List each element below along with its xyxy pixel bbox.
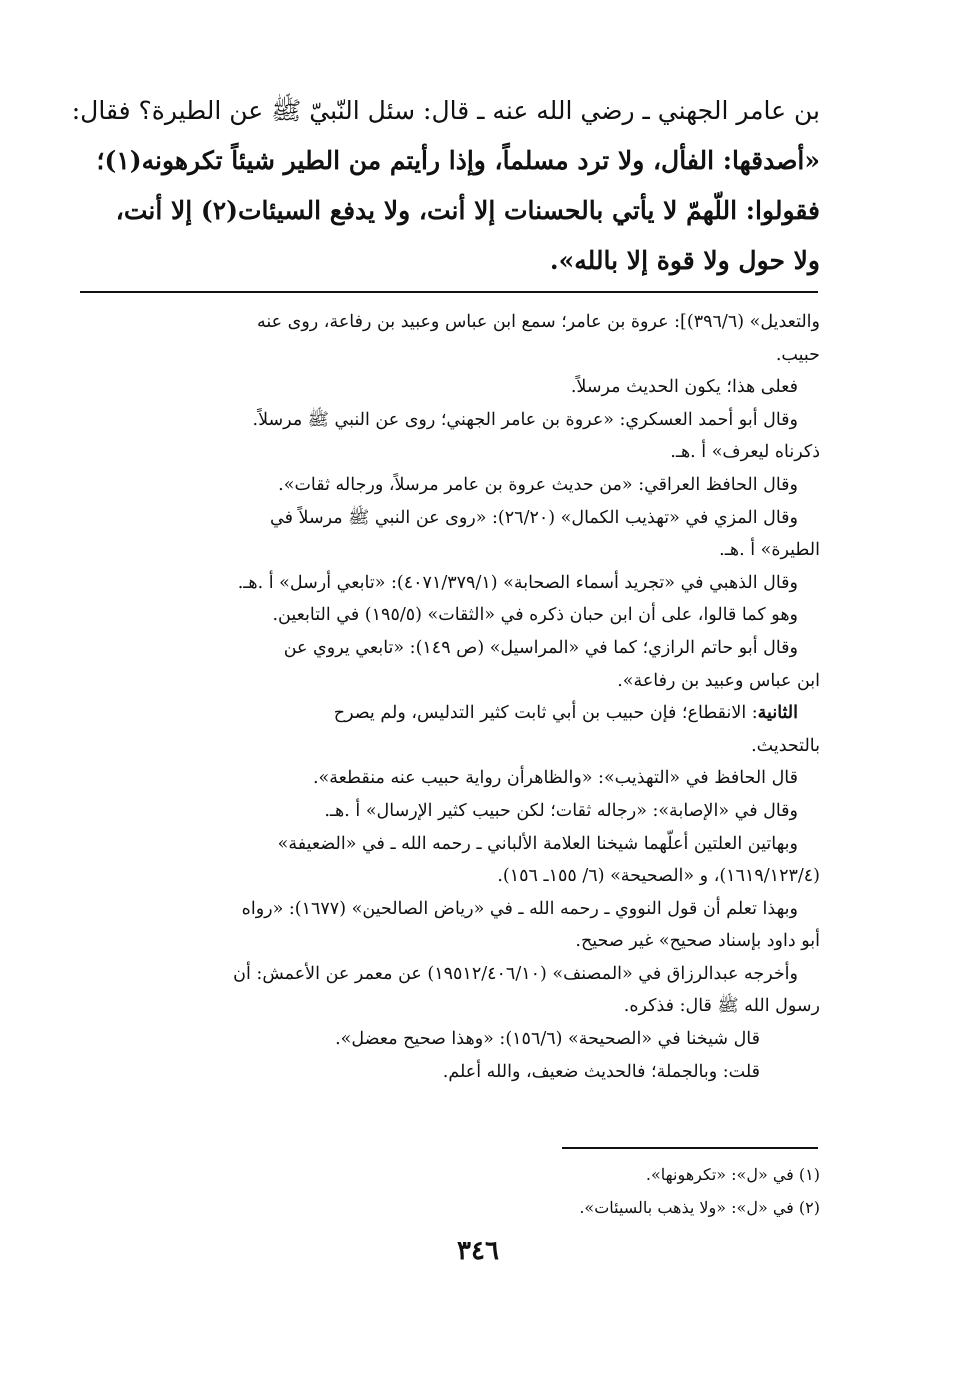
commentary-line: وأخرجه عبدالرزاق في «المصنف» (١٩٥١٢/٤٠٦/١٠) عن معمر عن الأعمش: أن (233, 963, 798, 984)
hadith-line: ولا حول ولا قوة إلا بالله». (549, 246, 820, 275)
hadith-line: فقولوا: اللّهمّ لا يأتي بالحسنات إلا أنت، ولا يدفع السيئات(٢) إلا أنت، (115, 196, 820, 225)
commentary-line: قال شيخنا في «الصحيحة» (١٥٦/٦): «وهذا صحيح معضل». (335, 1029, 760, 1050)
commentary-line: رسول الله ﷺ قال: فذكره. (623, 996, 820, 1017)
commentary-line: وقال المزي في «تهذيب الكمال» (٢٦/٢٠): «روى عن النبي ﷺ مرسلاً في (270, 507, 798, 528)
hadith-line: «أصدقها: الفأل، ولا ترد مسلماً، وإذا رأيتم من الطير شيئاً تكرهونه(١)؛ (96, 146, 820, 175)
commentary-line: وقال الحافظ العراقي: «من حديث عروة بن عامر مرسلاً، ورجاله ثقات». (278, 474, 798, 495)
commentary-line: (١٦١٩/١٢٣/٤)، و «الصحيحة» (٦/ ١٥٥ـ ١٥٦). (497, 866, 820, 887)
commentary-line: قال الحافظ في «التهذيب»: «والظاهرأن رواية حبيب عنه منقطعة». (312, 768, 798, 789)
text-separator (80, 291, 818, 293)
footnote-2: (٢) في «ل»: «ولا يذهب بالسيئات». (579, 1198, 820, 1217)
commentary-line: وقال أبو أحمد العسكري: «عروة بن عامر الجهني؛ روى عن النبي ﷺ مرسلاً. (252, 409, 798, 430)
commentary-line: وقال أبو حاتم الرازي؛ كما في «المراسيل» (ص ١٤٩): «تابعي يروي عن (283, 637, 798, 658)
hadith-text (71, 86, 820, 286)
commentary-line: الطيرة» أ .هـ. (719, 540, 820, 561)
commentary-line: حبيب. (775, 344, 820, 365)
footnotes (80, 1158, 820, 1224)
commentary-line: وقال في «الإصابة»: «رجاله ثقات؛ لكن حبيب كثير الإرسال» أ .هـ. (324, 800, 798, 821)
page-number: ٣٤٦ (457, 1236, 499, 1266)
footnote-1: (١) في «ل»: «تكرهونها». (645, 1165, 820, 1184)
commentary-line: وهو كما قالوا، على أن ابن حبان ذكره في «الثقات» (١٩٥/٥) في التابعين. (272, 605, 798, 626)
commentary-line: فعلى هذا؛ يكون الحديث مرسلاً. (570, 377, 798, 398)
commentary-line-section: الثانية: الانقطاع؛ فإن حبيب بن أبي ثابت كثير التدليس، ولم يصرح (333, 703, 798, 724)
commentary-line: بالتحديث. (751, 735, 820, 756)
commentary-line: وبهاتين العلتين أعلّهما شيخنا العلامة الألباني ـ رحمه الله ـ في «الضعيفة» (277, 833, 798, 854)
commentary-line: ذكرناه ليعرف» أ .هـ. (670, 442, 820, 463)
commentary-line: وقال الذهبي في «تجريد أسماء الصحابة» (٤٠٧١/٣٧٩/١): «تابعي أرسل» أ .هـ. (237, 572, 798, 593)
commentary (80, 306, 820, 1088)
commentary-line: ابن عباس وعبيد بن رفاعة». (617, 670, 820, 691)
footnote-separator (562, 1147, 818, 1149)
hadith-line: بن عامر الجهني ـ رضي الله عنه ـ قال: سئل النّبيّ ﷺ عن الطيرة؟ فقال: (71, 96, 820, 125)
section-label: الثانية (757, 703, 798, 724)
commentary-line: والتعديل» (٣٩٦/٦)]: عروة بن عامر؛ سمع ابن عباس وعبيد بن رفاعة، روى عنه (256, 312, 820, 332)
commentary-line: قلت: وبالجملة؛ فالحديث ضعيف، والله أعلم. (442, 1061, 760, 1082)
commentary-line: أبو داود بإسناد صحيح» غير صحيح. (575, 931, 820, 952)
commentary-line: وبهذا تعلم أن قول النووي ـ رحمه الله ـ في «رياض الصالحين» (١٦٧٧): «رواه (241, 898, 798, 919)
